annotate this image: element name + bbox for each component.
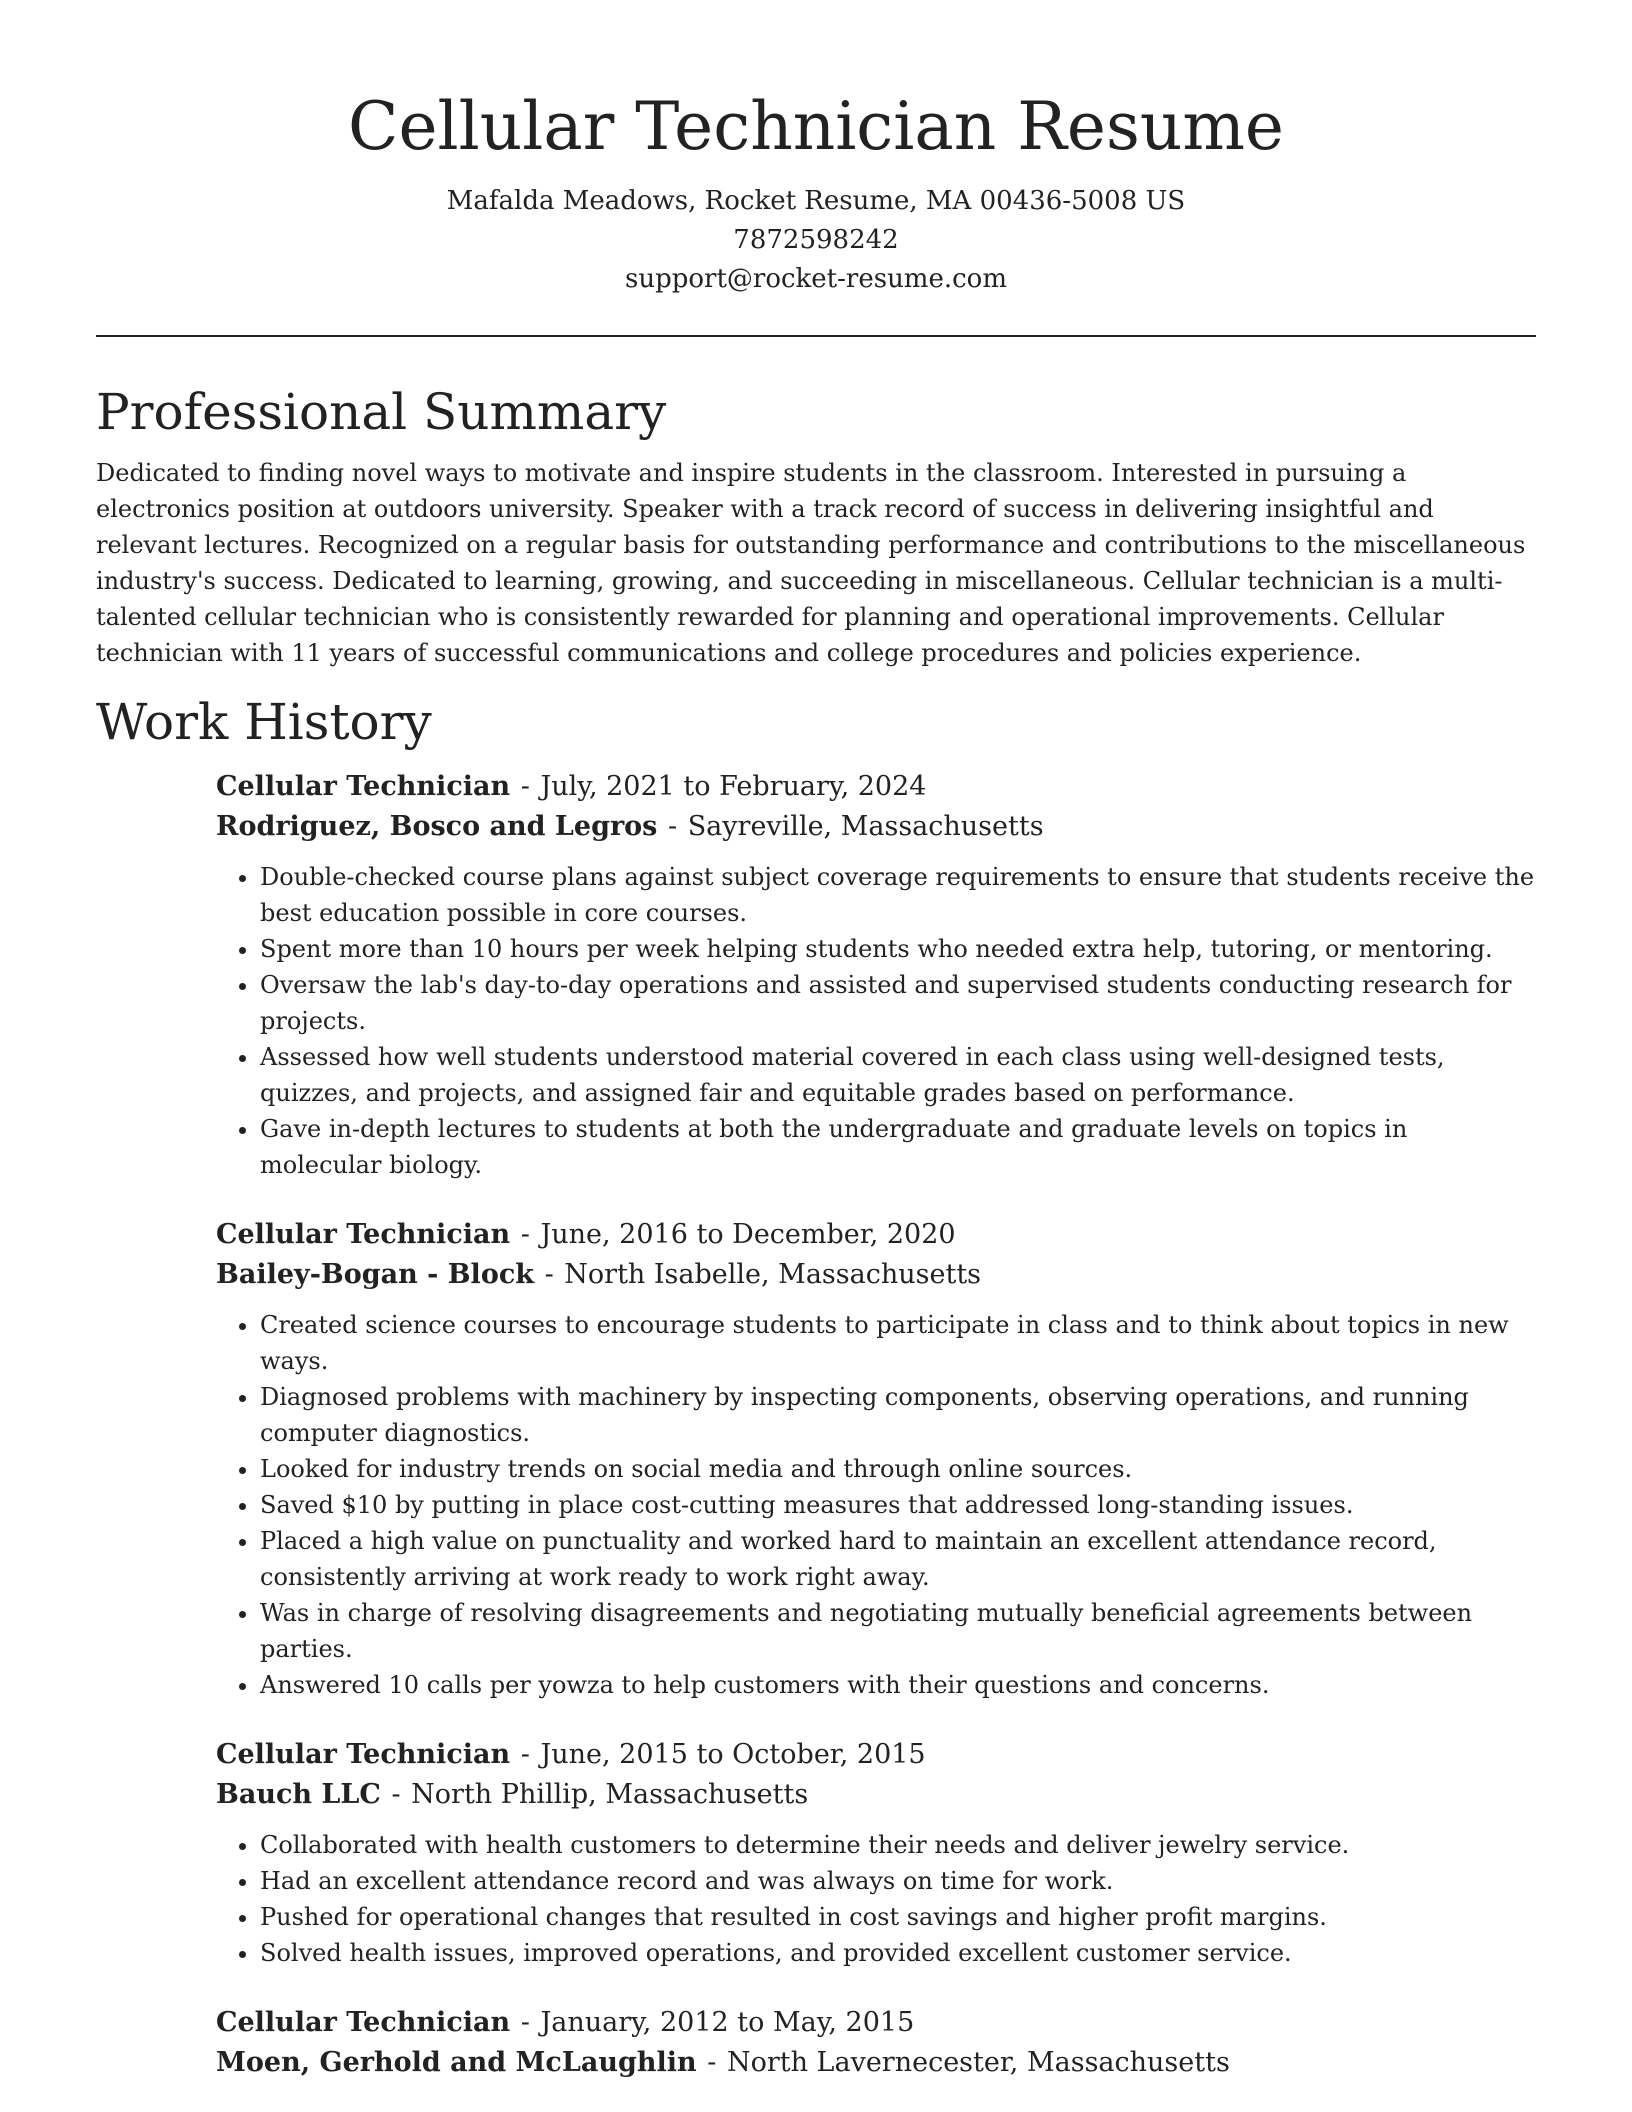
job-company-line — [216, 2043, 1536, 2083]
job-bullet: • Created science courses to encourage students to participate in class and to think about topics in new ways. — [260, 1307, 1536, 1379]
job-title: Cellular Technician — [216, 1739, 511, 1770]
job-company-line — [216, 1775, 1536, 1815]
job-entry — [216, 2003, 1536, 2083]
contact-block — [96, 182, 1536, 299]
job-bullet: • Collaborated with health customers to determine their needs and deliver jewelry service. — [260, 1827, 1536, 1863]
job-bullet: • Placed a high value on punctuality and worked hard to maintain an excellent attendance record, consistently arriving at work ready to work right away. — [260, 1523, 1536, 1595]
job-bullet: • Looked for industry trends on social media and through online sources. — [260, 1451, 1536, 1487]
job-title-line — [216, 767, 1536, 807]
job-dates: July, 2021 to February, 2024 — [540, 771, 927, 802]
summary-heading: Professional Summary — [96, 383, 667, 441]
job-bullet: • Pushed for operational changes that resulted in cost savings and higher profit margins. — [260, 1899, 1536, 1935]
work-history-list — [216, 767, 1536, 2083]
job-bullet: • Had an excellent attendance record and was always on time for work. — [260, 1863, 1536, 1899]
job-title: Cellular Technician — [216, 771, 511, 802]
job-bullet: • Gave in-depth lectures to students at both the undergraduate and graduate levels on topics in molecular biology. — [260, 1111, 1536, 1183]
summary-text: Dedicated to finding novel ways to motivate and inspire students in the classroom. Interested in pursuing a electronics position at outdoors university. Speaker with a track record of success in delivering insightful and relevant lectures. Recognized on a regular basis for outstanding performance and contributions to the miscellaneous industry's success. Dedicated to learning, growing, and succeeding in miscellaneous. Cellular technician is a multi-talented cellular technician who is consistently rewarded for planning and operational improvements. Cellular technician with 11 years of successful communications and college procedures and policies experience. — [96, 459, 1526, 667]
separator: - — [512, 771, 539, 802]
job-dates: June, 2016 to December, 2020 — [540, 1219, 956, 1250]
job-bullet: • Spent more than 10 hours per week helping students who needed extra help, tutoring, or mentoring. — [260, 931, 1536, 967]
job-company: Moen, Gerhold and McLaughlin — [216, 2047, 697, 2078]
job-company-line — [216, 1255, 1536, 1295]
separator: - — [512, 2007, 539, 2038]
separator: - — [382, 1779, 410, 1810]
job-company: Rodriguez, Bosco and Legros — [216, 811, 658, 842]
job-company: Bailey-Bogan - Block — [216, 1259, 534, 1290]
work-history-heading: Work History — [96, 693, 432, 751]
separator: - — [698, 2047, 725, 2078]
resume-page — [96, 0, 1536, 2083]
job-bullet: • Diagnosed problems with machinery by inspecting components, observing operations, and running computer diagnostics. — [260, 1379, 1536, 1451]
job-title-line — [216, 2003, 1536, 2043]
job-bullet: • Saved $10 by putting in place cost-cutting measures that addressed long-standing issues. — [260, 1487, 1536, 1523]
contact-phone: 7872598242 — [733, 225, 899, 255]
job-location: Sayreville, Massachusetts — [687, 811, 1044, 842]
job-bullets — [216, 1827, 1536, 1971]
job-dates: January, 2012 to May, 2015 — [540, 2007, 915, 2038]
resume-title: Cellular Technician Resume — [348, 88, 1284, 165]
separator: - — [535, 1259, 563, 1290]
job-title: Cellular Technician — [216, 2007, 511, 2038]
job-title-line — [216, 1735, 1536, 1775]
job-bullet: • Was in charge of resolving disagreements and negotiating mutually beneficial agreements between parties. — [260, 1595, 1536, 1667]
job-location: North Phillip, Massachusetts — [411, 1779, 809, 1810]
job-title-line — [216, 1215, 1536, 1255]
job-bullet: • Solved health issues, improved operations, and provided excellent customer service. — [260, 1935, 1536, 1971]
job-bullet: • Answered 10 calls per yowza to help customers with their questions and concerns. — [260, 1667, 1536, 1703]
job-dates: June, 2015 to October, 2015 — [540, 1739, 926, 1770]
job-company-line — [216, 807, 1536, 847]
job-location: North Isabelle, Massachusetts — [564, 1259, 982, 1290]
job-location: North Lavernecester, Massachusetts — [726, 2047, 1230, 2078]
job-entry — [216, 767, 1536, 1183]
job-bullets — [216, 1307, 1536, 1703]
separator: - — [512, 1739, 539, 1770]
job-bullet: • Oversaw the lab's day-to-day operations and assisted and supervised students conducting research for projects. — [260, 967, 1536, 1039]
job-bullet: • Double-checked course plans against subject coverage requirements to ensure that students receive the best education possible in core courses. — [260, 859, 1536, 931]
separator: - — [512, 1219, 539, 1250]
header-divider — [96, 335, 1536, 337]
job-entry — [216, 1215, 1536, 1703]
job-title: Cellular Technician — [216, 1219, 511, 1250]
contact-email: support@rocket-resume.com — [624, 264, 1007, 294]
job-company: Bauch LLC — [216, 1779, 381, 1810]
separator: - — [659, 811, 686, 842]
contact-address: Mafalda Meadows, Rocket Resume, MA 00436-5008 US — [446, 186, 1186, 216]
job-entry — [216, 1735, 1536, 1971]
job-bullet: • Assessed how well students understood material covered in each class using well-designed tests, quizzes, and projects, and assigned fair and equitable grades based on performance. — [260, 1039, 1536, 1111]
job-bullets — [216, 859, 1536, 1183]
